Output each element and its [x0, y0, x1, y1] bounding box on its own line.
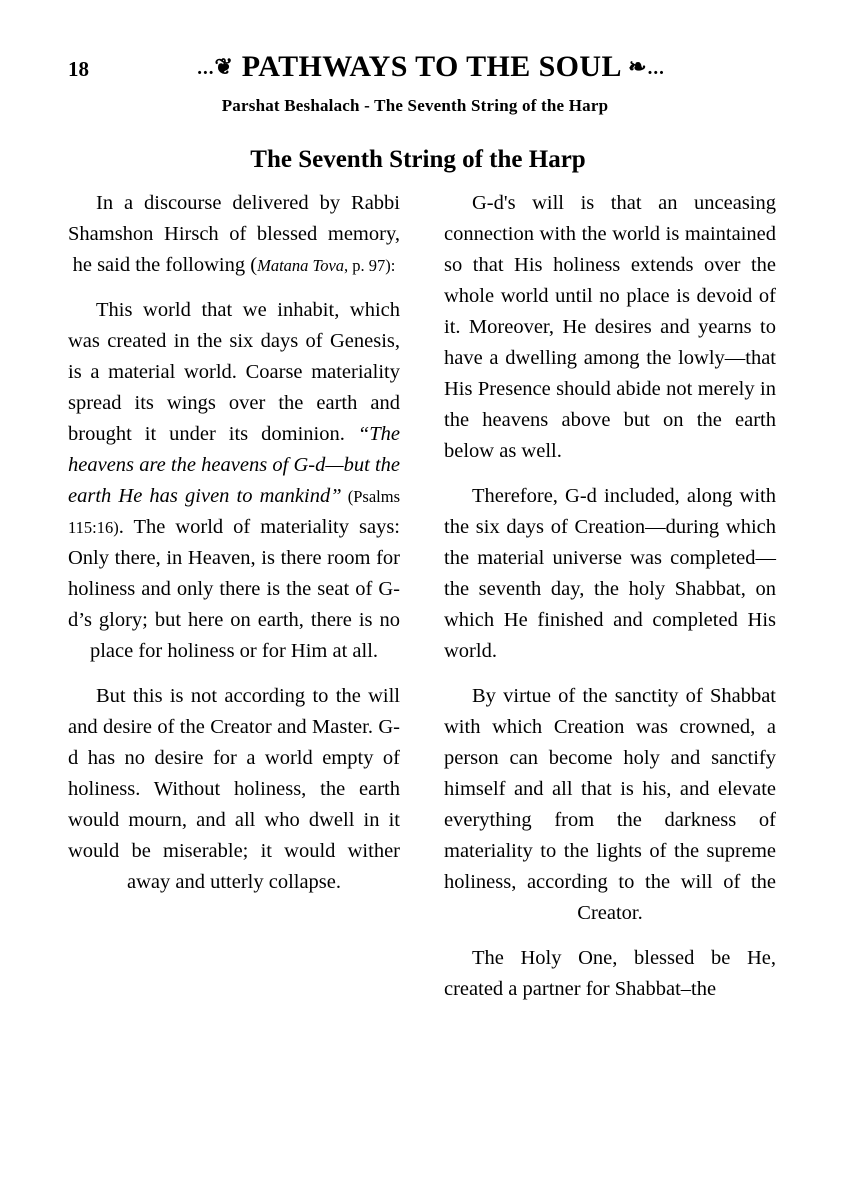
text-run-italic: Matana Tova: [257, 256, 345, 275]
paragraph: [444, 681, 776, 929]
paragraph: [68, 295, 400, 667]
ornament-left-icon: ...❦: [197, 54, 234, 79]
paragraph: [444, 943, 776, 1005]
right-column: [444, 188, 776, 1005]
page-header: [68, 46, 778, 88]
text-run: Therefore, G-d included, along with the six days of Creation—during which the material universe was completed—the seventh day, the holy Shabbat, on which He finished and completed His world.: [444, 485, 776, 662]
ornament-right-icon: ❧...: [628, 54, 665, 79]
text-run: The Holy One, blessed be He, created a partner for Shabbat–the: [444, 947, 776, 1000]
text-run-small: , p. 97):: [344, 256, 396, 275]
text-run: . The world of materiality says: Only there, in Heaven, is there room for holiness and only there is the seat of G-d’s glory; but here on earth, there is no place for holiness or for Him at all.: [68, 516, 400, 662]
article-title: The Seventh String of the Harp: [250, 146, 586, 173]
paragraph: [444, 481, 776, 667]
running-head: [124, 46, 778, 90]
text-run: By virtue of the sanctity of Shabbat with which Creation was crowned, a person can become holy and sanctify himself and all that is his, and elevate everything from the darkness of materiality to the lights of the supreme holiness, according to the will of the Creator.: [444, 685, 776, 924]
body-columns: [68, 188, 778, 1005]
text-run: This world that we inhabit, which was created in the six days of Genesis, is a material world. Coarse materiality spread its wings over the earth and brought it under its dominion.: [68, 299, 400, 445]
text-run-citation: (Psalms 115:16): [68, 487, 400, 537]
text-run-quote: “The heavens are the heavens of G-d—but the earth He has given to mankind”: [68, 423, 400, 507]
section-subhead: Parshat Beshalach - The Seventh String of the Harp: [221, 96, 609, 115]
left-column: [68, 188, 400, 1005]
paragraph: [444, 188, 776, 467]
text-run: But this is not according to the will and desire of the Creator and Master. G-d has no desire for a world empty of holiness. Without holiness, the earth would mourn, and all who dwell in it would be miserable; it would wither away and utterly collapse.: [68, 685, 400, 893]
text-run: In a discourse delivered by Rabbi Shamshon Hirsch of blessed memory, he said the following (: [68, 192, 400, 276]
paragraph: [68, 681, 400, 898]
running-head-text: PATHWAYS TO THE SOUL: [241, 50, 621, 83]
page-number: 18: [68, 57, 89, 81]
paragraph: [68, 188, 400, 281]
text-run: G-d's will is that an unceasing connection with the world is maintained so that His holiness extends over the whole world until no place is devoid of it. Moreover, He desires and yearns to have a dwelling among the lowly—that His Presence should abide not merely in the heavens above but on the earth below as well.: [444, 192, 776, 462]
